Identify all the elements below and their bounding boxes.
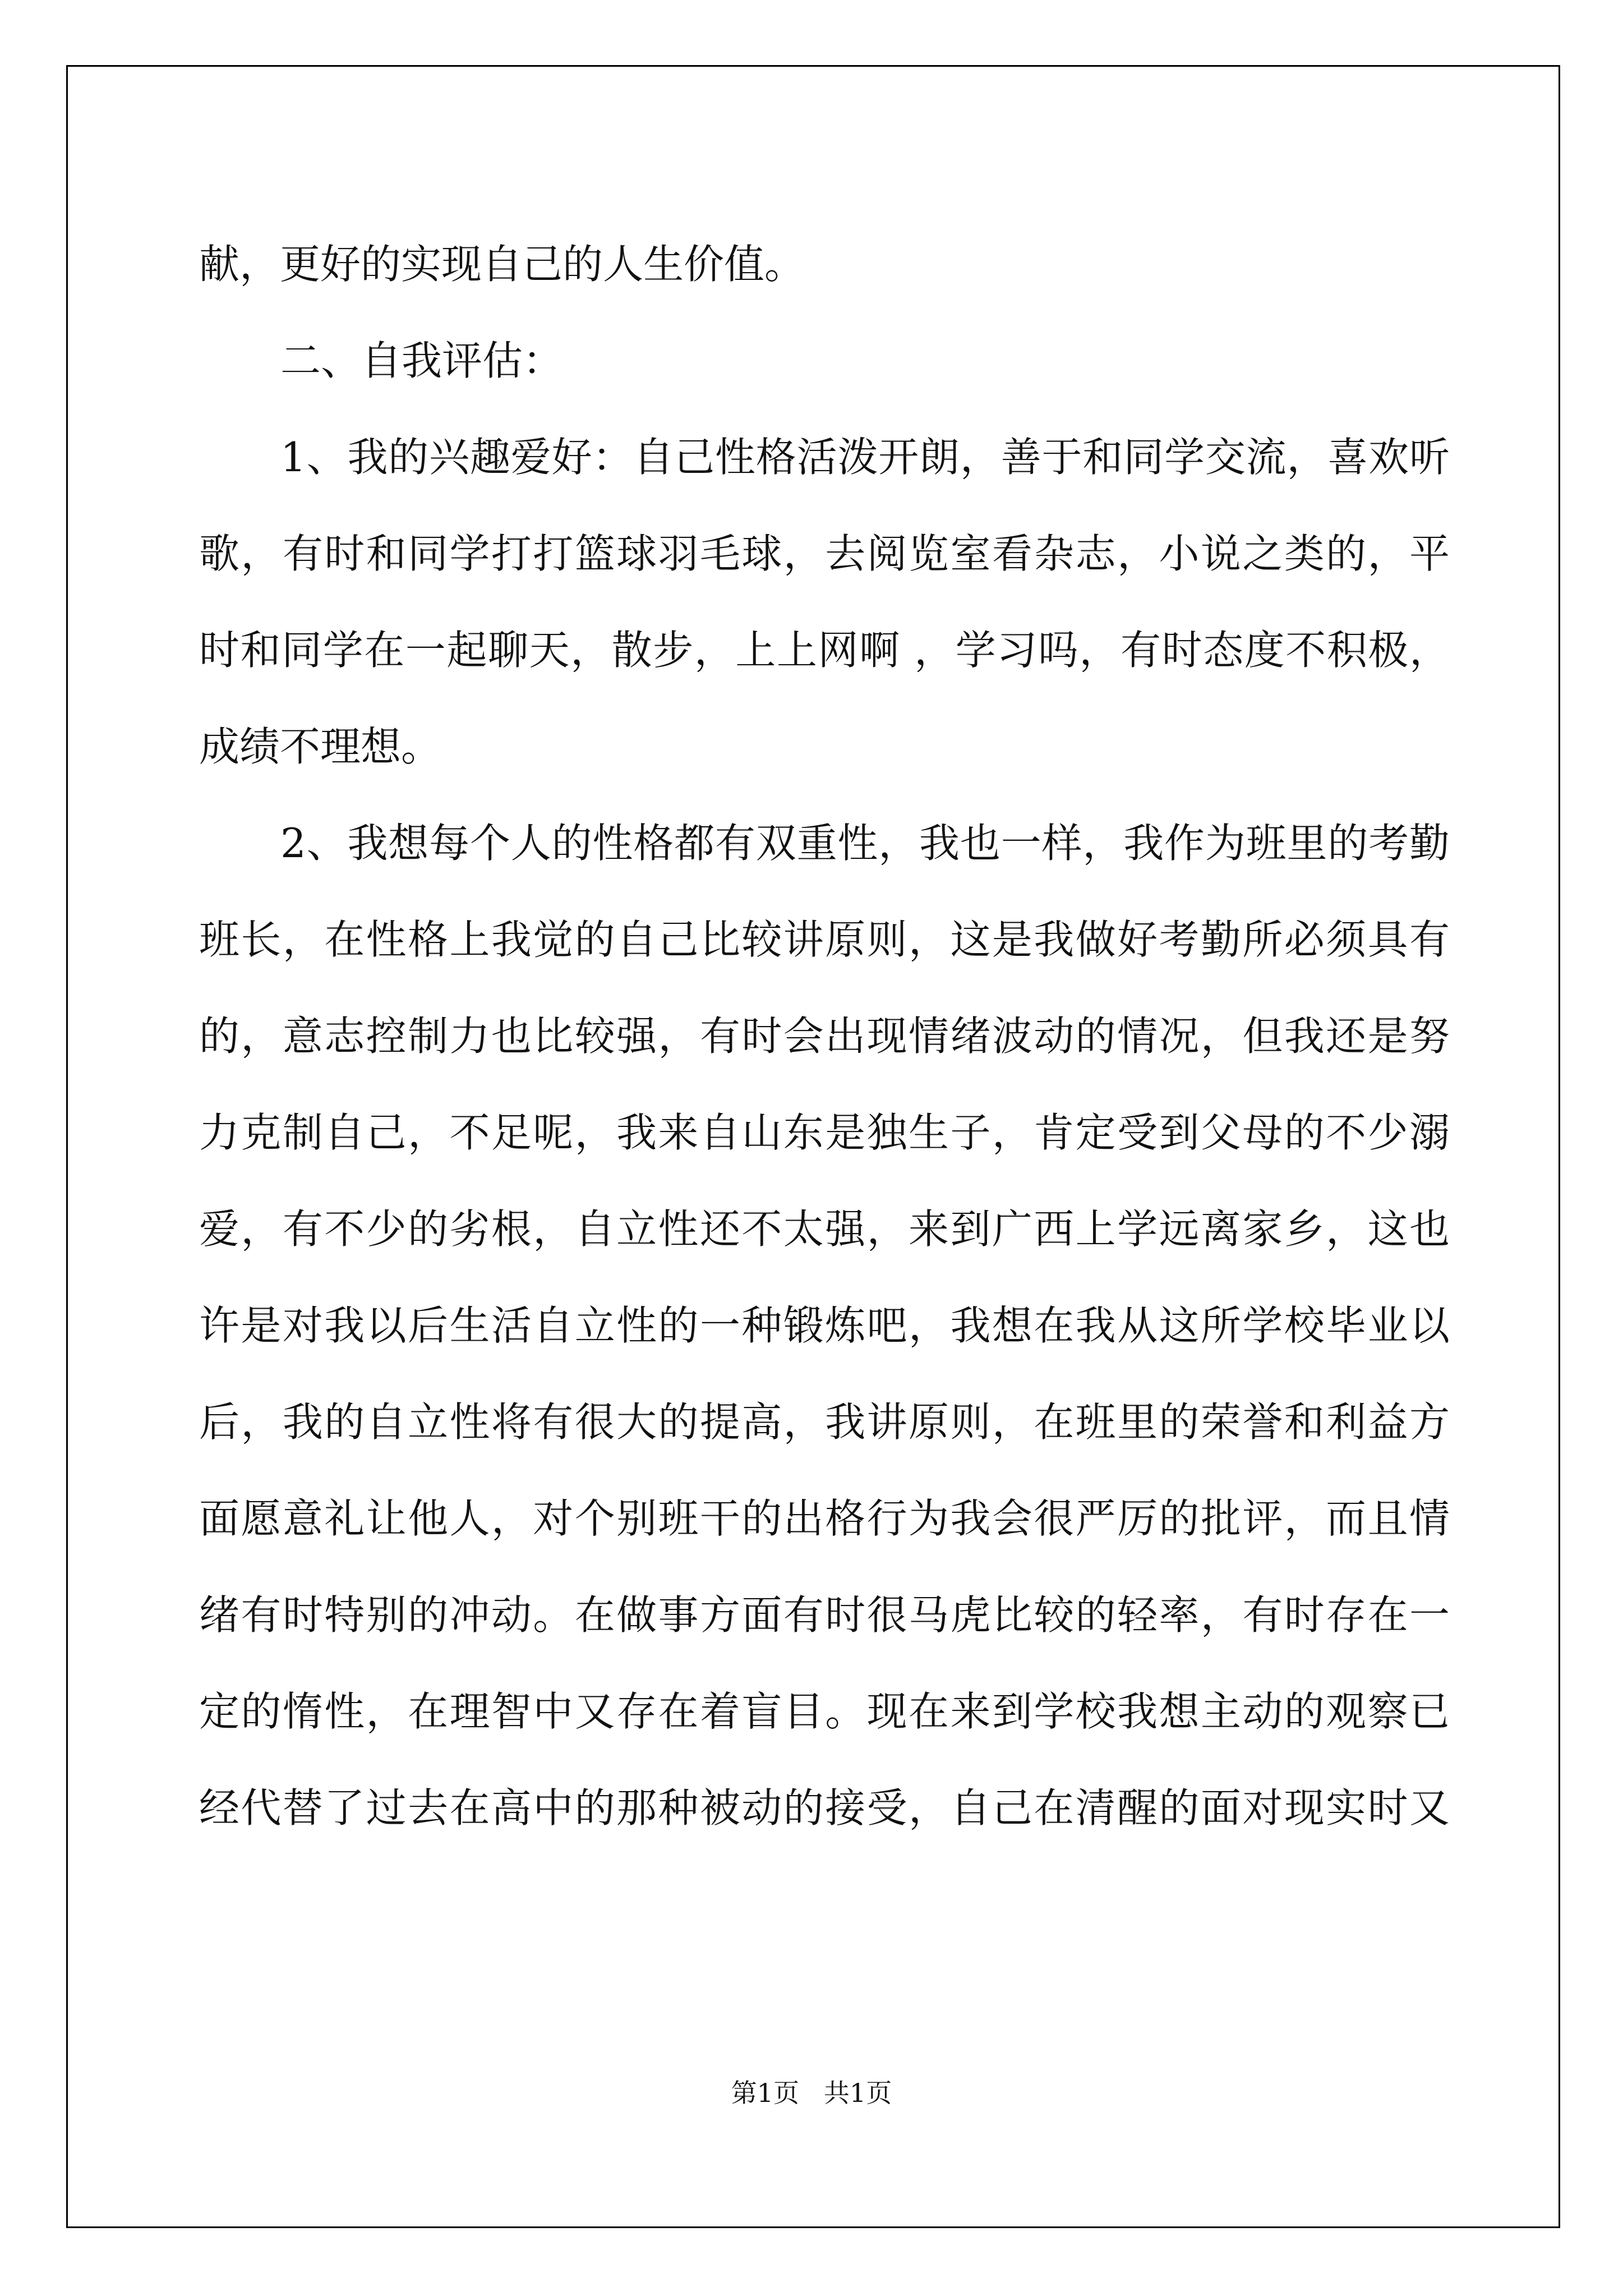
- text-line: 成绩不理想。: [199, 723, 442, 770]
- text-line: 二、自我评估：: [280, 337, 564, 384]
- text-line: 定的惰性，在理智中又存在着盲目。现在来到学校我想主动的观察已: [199, 1688, 1450, 1735]
- text-line: 歌，有时和同学打打篮球羽毛球，去阅览室看杂志，小说之类的，平: [199, 530, 1450, 577]
- text-line: 班长，在性格上我觉的自己比较讲原则，这是我做好考勤所必须具有: [199, 916, 1450, 963]
- text-line: 绪有时特别的冲动。在做事方面有时很马虎比较的轻率，有时存在一: [199, 1591, 1450, 1639]
- text-line: 时和同学在一起聊天，散步，上上网啊 ，学习吗，有时态度不积极，: [199, 627, 1450, 674]
- text-line: 爱，有不少的劣根，自立性还不太强，来到广西上学远离家乡，这也: [199, 1205, 1450, 1253]
- text-line: 经代替了过去在高中的那种被动的接受，自己在清醒的面对现实时又: [199, 1784, 1450, 1832]
- text-line: 许是对我以后生活自立性的一种锻炼吧，我想在我从这所学校毕业以: [199, 1302, 1450, 1349]
- text-line: 力克制自己，不足呢，我来自山东是独生子，肯定受到父母的不少溺: [199, 1109, 1450, 1156]
- text-line: 2、我想每个人的性格都有双重性，我也一样，我作为班里的考勤: [280, 820, 1450, 867]
- text-line: 献，更好的实现自己的人生价值。: [199, 241, 805, 288]
- text-line: 面愿意礼让他人，对个别班干的出格行为我会很严厉的批评，而且情: [199, 1495, 1450, 1542]
- page-number: 第1页 共1页: [731, 2078, 892, 2108]
- text-line: 后，我的自立性将有很大的提高，我讲原则，在班里的荣誉和利益方: [199, 1398, 1450, 1446]
- document-body: [199, 216, 1450, 1856]
- text-line: 的，意志控制力也比较强，有时会出现情绪波动的情况，但我还是努: [199, 1013, 1450, 1060]
- text-line: 1、我的兴趣爱好：自己性格活泼开朗，善于和同学交流，喜欢听: [280, 434, 1450, 481]
